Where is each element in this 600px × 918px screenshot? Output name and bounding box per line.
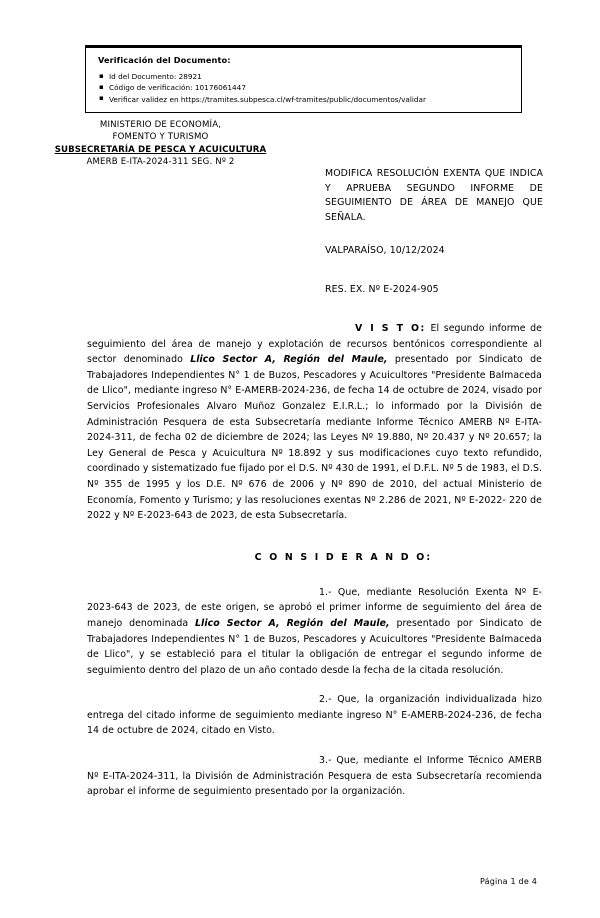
visto-text-2: presentado por Sindicato de Trabajadores Independientes N° 1 de Buzos, Pescadores y Acuicultores "Presidente Balmaceda de Llico", mediante ingreso N° E-AMERB-2024-236, de fecha 14 de octubre de 2024, visado por Servicios Profesionales Alvaro Muñoz Gonzalez E.I.R.L.; lo informado por la División de Administración Pesquera de esta Subsecretaría mediante Informe Técnico AMERB Nº E-ITA-2024-311, de fecha 02 de diciembre de 2024; las Leyes Nº 19.880, Nº 20.437 y Nº 20.657; la Ley General de Pesca y Acuicultura Nº 18.892 y sus modificaciones cuyo texto refundido, coordinado y sistematizado fue fijado por el D.S. Nº 430 de 1991, el D.F.L. Nº 5 de 1983, el D.S. Nº 355 de 1995 y los D.E. Nº 676 de 2006 y Nº 890 de 2010, del actual Ministerio de Economía, Fomento y Turismo; y las resoluciones exentas Nº 2.286 de 2021, Nº E-2022- 220 de 2022 y Nº E-2023-643 de 2023, de esta Subsecretaría.	[87, 354, 542, 522]
item-1-text-2: presentado por Sindicato de Trabajadores Independientes N° 1 de Buzos, Pescadores y Acuicultores "Presidente Balmaceda de Llico", y se estableció para el titular la obligación de entregar el segundo informe de seguimiento dentro del plazo de un año contado desde la fecha de la citada resolución.	[87, 617, 542, 676]
considerando-item-2	[87, 692, 542, 739]
file-code: AMERB E-ITA-2024-311 SEG. Nº 2	[86, 157, 235, 168]
verification-item-url: ▪ Verificar validez en https://tramites.subpesca.cl/wf-tramites/public/documentos/validar	[98, 94, 511, 105]
item-1-area-name: Llico Sector A, Región del Maule,	[195, 617, 390, 629]
item-3-text-1: Que, mediante el Informe Técnico AMERB Nº E-ITA-2024-311, la División de Administración Pesquera de esta Subsecretaría recomienda aprobar el informe de seguimiento presentado por la organización.	[87, 755, 542, 798]
visto-text-1: El segundo informe de seguimiento del área de manejo y explotación de recursos bentónicos correspondiente al sector denominado	[87, 323, 542, 366]
verification-title: Verificación del Documento:	[98, 55, 231, 65]
spacer	[87, 678, 542, 692]
resolution-number: RES. EX. Nº E-2024-905	[325, 284, 439, 295]
organization-header	[38, 119, 283, 169]
item-3-number: 3.-	[319, 755, 332, 767]
spacer	[87, 524, 542, 552]
item-1-number: 1.-	[319, 586, 332, 598]
spacer	[87, 563, 542, 585]
considerando-heading: C O N S I D E R A N D O:	[254, 551, 433, 563]
visto-label: V I S T O:	[355, 323, 426, 334]
ministry-line-1: MINISTERIO DE ECONOMÍA,	[99, 120, 222, 130]
ministry-line-2: FOMENTO Y TURISMO	[112, 132, 209, 143]
document-subject: MODIFICA RESOLUCIÓN EXENTA QUE INDICA Y APRUEBA SEGUNDO INFORME DE SEGUIMIENTO DE ÁREA DE MANEJO QUE SEÑALA.	[325, 168, 543, 223]
verification-box	[85, 47, 522, 113]
subsecretaria-name: SUBSECRETARÍA DE PESCA Y ACUICULTURA	[54, 144, 267, 155]
document-body	[87, 321, 542, 800]
considerando-item-1	[87, 585, 542, 679]
visto-area-name: Llico Sector A, Región del Maule,	[190, 354, 388, 366]
item-1-text-1: Que, mediante Resolución Exenta Nº E-2023-643 de 2023, de este origen, se aprobó el primer informe de seguimiento del área de manejo denominada	[87, 586, 542, 629]
place-and-date: VALPARAÍSO, 10/12/2024	[325, 245, 445, 256]
page-footer: Página 1 de 4	[479, 877, 537, 886]
visto-paragraph	[87, 321, 542, 524]
verification-list	[98, 71, 511, 105]
verification-item-code: ▪ Código de verificación: 10176061447	[98, 82, 511, 93]
spacer	[87, 739, 542, 753]
item-2-text-1: Que, la organización individualizada hizo entrega del citado informe de seguimiento mediante ingreso N° E-AMERB-2024-236, de fecha 14 de octubre de 2024, citado en Visto.	[87, 694, 542, 737]
considerando-item-3	[87, 753, 542, 800]
item-2-number: 2.-	[319, 694, 332, 706]
stamp-top-rule	[85, 45, 522, 47]
verification-stamp	[85, 47, 522, 113]
verification-item-id: ▪ Id del Documento: 28921	[98, 71, 511, 82]
